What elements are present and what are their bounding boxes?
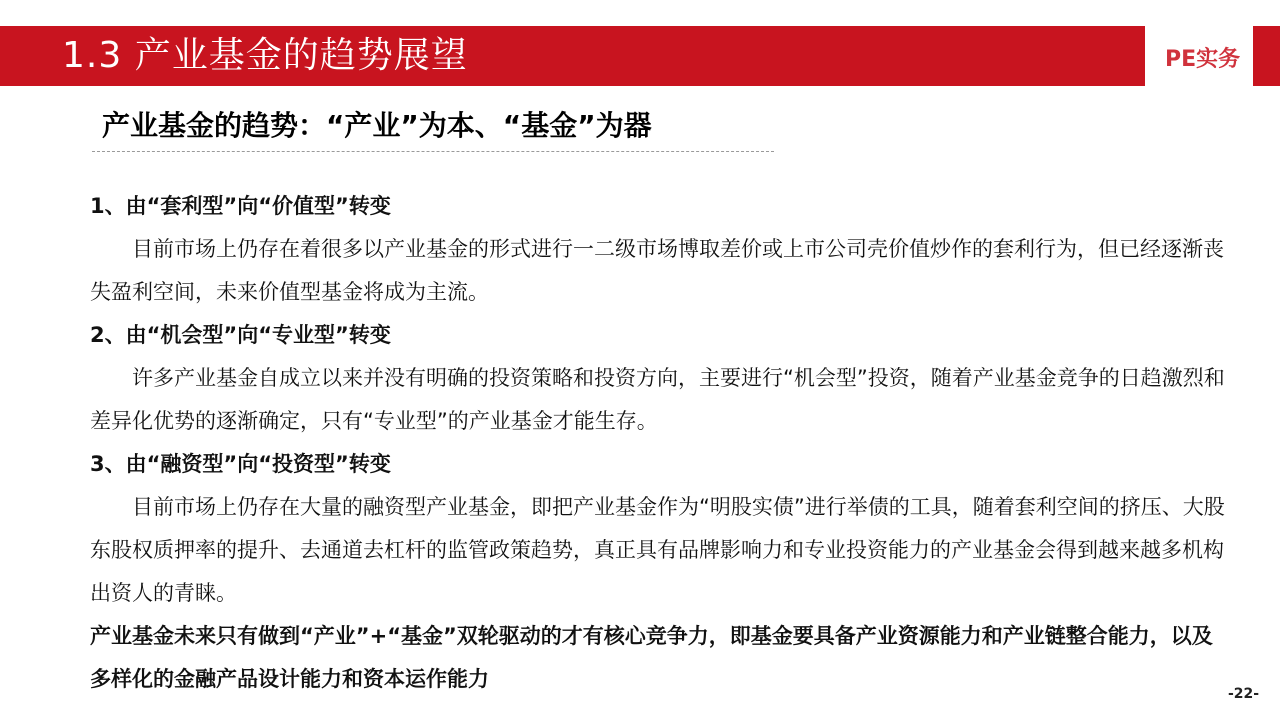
section-heading-2: 2、由“机会型”向“专业型”转变 [90, 323, 391, 347]
dashed-divider [92, 151, 774, 152]
slide-title: 1.3 产业基金的趋势展望 [62, 35, 468, 76]
content-body [90, 185, 1230, 701]
section-body-3: 目前市场上仍存在大量的融资型产业基金，即把产业基金作为“明股实债”进行举债的工具，随着套利空间的挤压、大股东股权质押率的提升、去通道去杠杆的监管政策趋势，真正具有品牌影响力和专业投资能力的产业基金会得到越来越多机构出资人的青睐。 [90, 495, 1225, 605]
brand-logo-text: PE实务 [1165, 47, 1241, 72]
conclusion-text: 产业基金未来只有做到“产业”+“基金”双轮驱动的才有核心竞争力，即基金要具备产业资源能力和产业链整合能力，以及多样化的金融产品设计能力和资本运作能力 [90, 624, 1213, 691]
page-number: -22- [1228, 686, 1260, 702]
title-bar-right-strip [1253, 26, 1280, 86]
section-heading-3: 3、由“融资型”向“投资型”转变 [90, 452, 391, 476]
section-body-2: 许多产业基金自成立以来并没有明确的投资策略和投资方向，主要进行“机会型”投资，随着产业基金竞争的日趋激烈和差异化优势的逐渐确定，只有“专业型”的产业基金才能生存。 [90, 366, 1225, 433]
slide-subtitle: 产业基金的趋势：“产业”为本、“基金”为器 [102, 109, 652, 142]
section-heading-1: 1、由“套利型”向“价值型”转变 [90, 194, 391, 218]
section-body-1: 目前市场上仍存在着很多以产业基金的形式进行一二级市场博取差价或上市公司壳价值炒作的套利行为，但已经逐渐丧失盈利空间，未来价值型基金将成为主流。 [90, 237, 1224, 304]
